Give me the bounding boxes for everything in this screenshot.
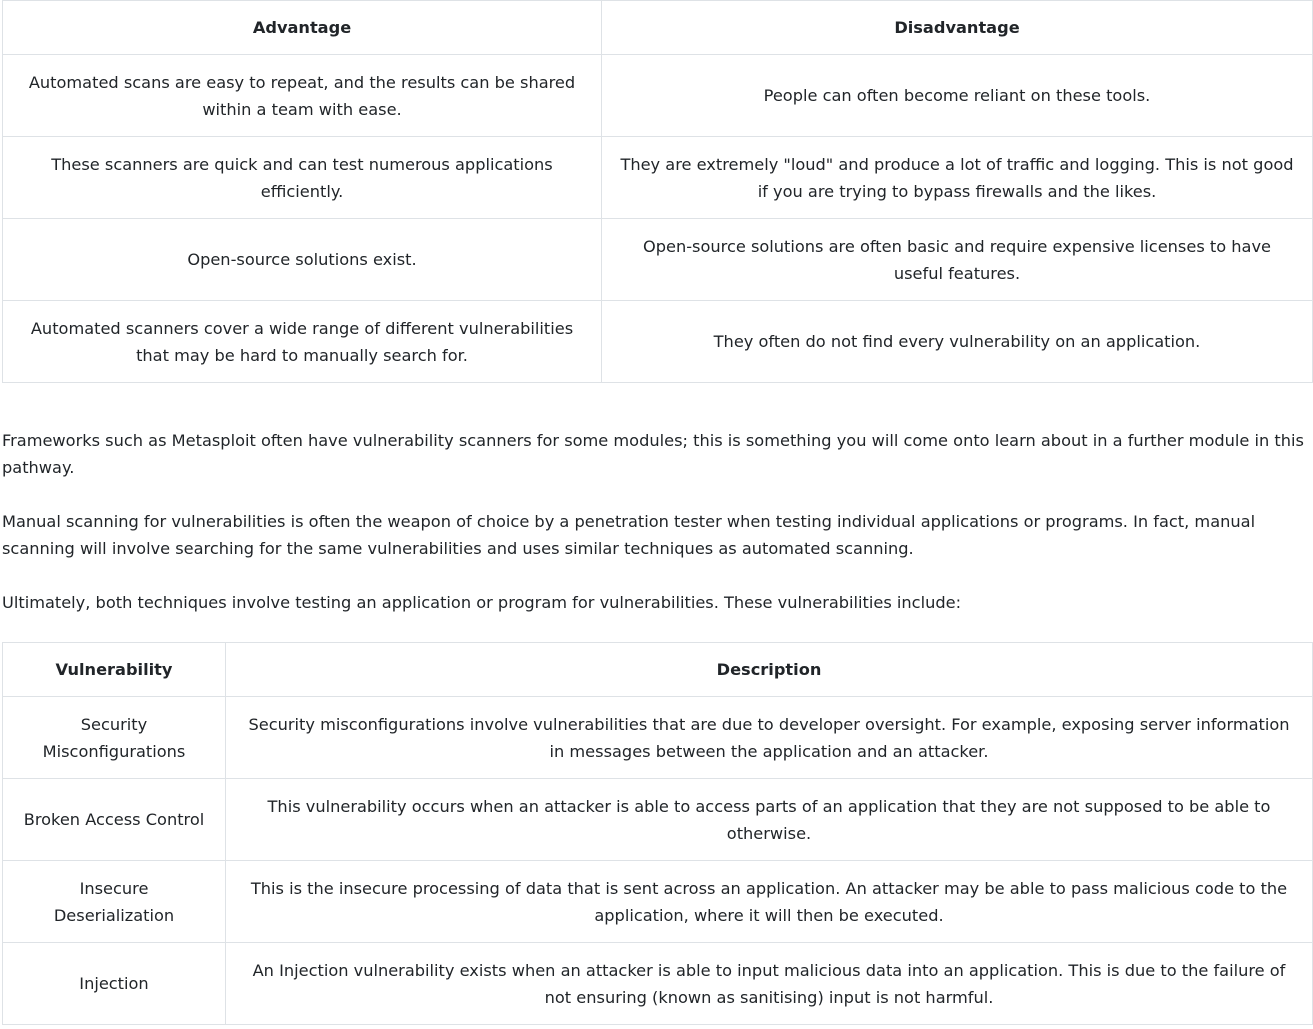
advantage-cell: Automated scans are easy to repeat, and the results can be shared within a team with ease. [3, 55, 602, 137]
vulnerabilities-table [2, 642, 1313, 1025]
paragraph-manual-scanning: Manual scanning for vulnerabilities is often the weapon of choice by a penetration tester when testing individual applications or programs. In fact, manual scanning will involve searching for the same vulnerabilities and uses similar techniques as automated scanning. [2, 512, 1256, 558]
paragraph-metasploit: Frameworks such as Metasploit often have vulnerability scanners for some modules; this is something you will come onto learn about in a further module in this pathway. [2, 431, 1304, 477]
advantage-cell: Open-source solutions exist. [3, 219, 602, 301]
table-row [3, 779, 1313, 861]
column-header-vulnerability: Vulnerability [3, 643, 226, 697]
vulnerability-name-cell: Broken Access Control [3, 779, 226, 861]
table-row [3, 55, 1313, 137]
vulnerability-description-cell: An Injection vulnerability exists when an attacker is able to input malicious data into an application. This is due to the failure of not ensuring (known as sanitising) input is not harmful. [226, 943, 1313, 1025]
disadvantage-cell: They often do not find every vulnerability on an application. [602, 301, 1313, 383]
table-row [3, 219, 1313, 301]
paragraph-vulnerabilities-intro: Ultimately, both techniques involve testing an application or program for vulnerabilities. These vulnerabilities include: [2, 593, 962, 612]
vulnerability-description-cell: This is the insecure processing of data that is sent across an application. An attacker may be able to pass malicious code to the application, where it will then be executed. [226, 861, 1313, 943]
advantage-cell: These scanners are quick and can test numerous applications efficiently. [3, 137, 602, 219]
vulnerability-name-cell: Insecure Deserialization [3, 861, 226, 943]
disadvantage-cell: People can often become reliant on these tools. [602, 55, 1313, 137]
table-row [3, 861, 1313, 943]
column-header-description: Description [226, 643, 1313, 697]
table-row [3, 943, 1313, 1025]
table-header-row [3, 643, 1313, 697]
disadvantage-cell: They are extremely "loud" and produce a lot of traffic and logging. This is not good if you are trying to bypass firewalls and the likes. [602, 137, 1313, 219]
table-header-row [3, 1, 1313, 55]
table-row [3, 697, 1313, 779]
table-row [3, 301, 1313, 383]
vulnerability-description-cell: This vulnerability occurs when an attacker is able to access parts of an application that they are not supposed to be able to otherwise. [226, 779, 1313, 861]
article-content [2, 0, 1313, 1025]
table-row [3, 137, 1313, 219]
disadvantage-cell: Open-source solutions are often basic and require expensive licenses to have useful features. [602, 219, 1313, 301]
vulnerability-description-cell: Security misconfigurations involve vulnerabilities that are due to developer oversight. For example, exposing server information in messages between the application and an attacker. [226, 697, 1313, 779]
column-header-advantage: Advantage [3, 1, 602, 55]
advantages-disadvantages-table [2, 0, 1313, 383]
vulnerability-name-cell: Injection [3, 943, 226, 1025]
advantage-cell: Automated scanners cover a wide range of different vulnerabilities that may be hard to manually search for. [3, 301, 602, 383]
column-header-disadvantage: Disadvantage [602, 1, 1313, 55]
vulnerability-name-cell: Security Misconfigurations [3, 697, 226, 779]
